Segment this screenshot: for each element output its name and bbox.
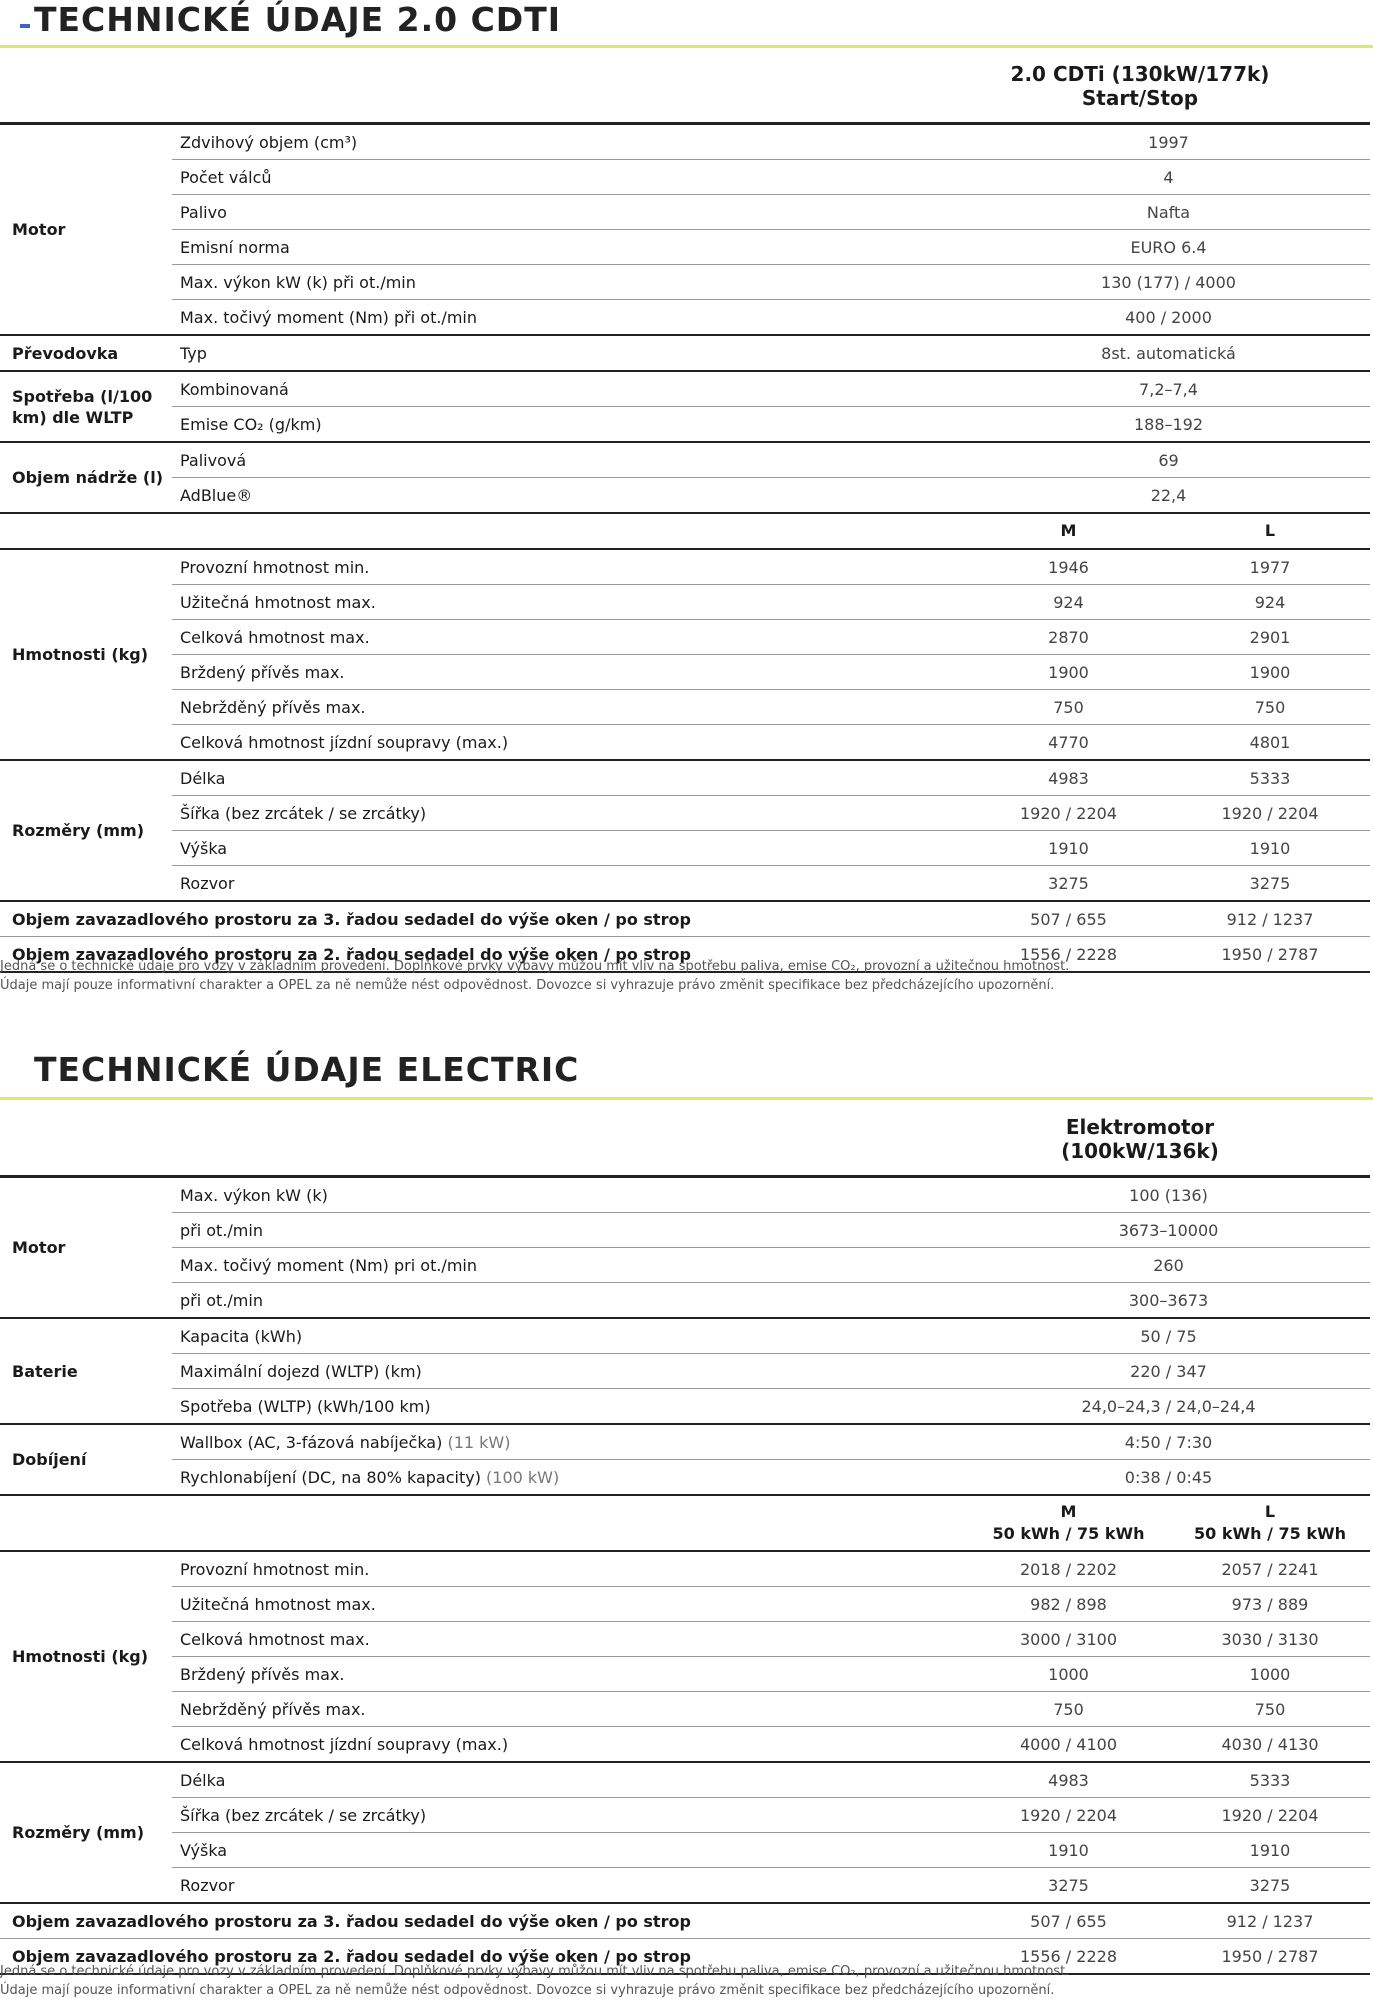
row-value-m: 4000 / 4100 bbox=[967, 1727, 1170, 1763]
row-label: Šířka (bez zrcátek / se zrcátky) bbox=[172, 1798, 967, 1833]
row-value: 8st. automatická bbox=[967, 335, 1370, 371]
row-value-m: 1946 bbox=[967, 549, 1170, 585]
table-row bbox=[0, 620, 1370, 655]
row-value-m: 1920 / 2204 bbox=[967, 796, 1170, 831]
row-value-m: 750 bbox=[967, 690, 1170, 725]
table-row bbox=[0, 1460, 1370, 1496]
diesel-footnote bbox=[0, 957, 1370, 995]
row-label: Kombinovaná bbox=[172, 371, 967, 407]
row-value-m: 1000 bbox=[967, 1657, 1170, 1692]
diesel-spec-table bbox=[0, 122, 1370, 973]
row-label: Rozvor bbox=[172, 866, 967, 902]
row-value-l: 3275 bbox=[1170, 866, 1370, 902]
footnote-line: Údaje mají pouze informativní charakter a OPEL za ně nemůže nést odpovědnost. Dovozce si vyhrazuje právo změnit specifikace bez předcházejícího upozornění. bbox=[0, 1983, 1055, 1998]
col-l-header bbox=[1170, 1495, 1370, 1551]
row-value-m: 2870 bbox=[967, 620, 1170, 655]
cargo-value-m: 1556 / 2228 bbox=[967, 1939, 1170, 1975]
row-label: Užitečná hmotnost max. bbox=[172, 1587, 967, 1622]
table-row bbox=[0, 1283, 1370, 1319]
electric-engine-subname: (100kW/136k) bbox=[1061, 1139, 1219, 1163]
table-row bbox=[0, 335, 1370, 371]
table-row bbox=[0, 1177, 1370, 1213]
cargo-value-m: 1556 / 2228 bbox=[967, 937, 1170, 973]
row-label: Nebržděný přívěs max. bbox=[172, 690, 967, 725]
table-row bbox=[0, 760, 1370, 796]
row-value-m: 1920 / 2204 bbox=[967, 1798, 1170, 1833]
row-value: Nafta bbox=[967, 195, 1370, 230]
row-value: 69 bbox=[967, 442, 1370, 478]
row-value-l: 1977 bbox=[1170, 549, 1370, 585]
row-label: Brždený přívěs max. bbox=[172, 1657, 967, 1692]
corner-mark bbox=[20, 24, 30, 28]
group-hmotnosti: Hmotnosti (kg) bbox=[0, 1551, 172, 1762]
row-value-m: 750 bbox=[967, 1692, 1170, 1727]
row-label: Provozní hmotnost min. bbox=[172, 549, 967, 585]
group-rozmery: Rozměry (mm) bbox=[0, 760, 172, 901]
row-label: při ot./min bbox=[172, 1213, 967, 1248]
row-value-m: 1900 bbox=[967, 655, 1170, 690]
table-row bbox=[0, 1389, 1370, 1425]
ml-header-row bbox=[0, 1495, 1370, 1551]
electric-title-underline bbox=[0, 1097, 1373, 1100]
row-value-l: 4801 bbox=[1170, 725, 1370, 761]
table-row bbox=[0, 1318, 1370, 1354]
row-label: Brždený přívěs max. bbox=[172, 655, 967, 690]
row-label: Palivo bbox=[172, 195, 967, 230]
row-value: 0:38 / 0:45 bbox=[967, 1460, 1370, 1496]
cargo-row bbox=[0, 1903, 1370, 1939]
row-value-m: 1910 bbox=[967, 1833, 1170, 1868]
diesel-title-underline bbox=[0, 45, 1373, 48]
table-row bbox=[0, 1213, 1370, 1248]
row-value-l: 1900 bbox=[1170, 655, 1370, 690]
table-row bbox=[0, 1622, 1370, 1657]
row-value: 300–3673 bbox=[967, 1283, 1370, 1319]
row-value-l: 973 / 889 bbox=[1170, 1587, 1370, 1622]
row-value: 130 (177) / 4000 bbox=[967, 265, 1370, 300]
table-row bbox=[0, 195, 1370, 230]
col-m-header bbox=[967, 1495, 1170, 1551]
diesel-engine-name: 2.0 CDTi (130kW/177k) bbox=[1010, 62, 1270, 86]
row-label: Palivová bbox=[172, 442, 967, 478]
col-l-header: L bbox=[1170, 513, 1370, 549]
electric-footnote bbox=[0, 1962, 1370, 2000]
electric-spec-table bbox=[0, 1175, 1370, 1975]
row-label: Délka bbox=[172, 1762, 967, 1798]
row-label: Celková hmotnost jízdní soupravy (max.) bbox=[172, 1727, 967, 1763]
table-row bbox=[0, 1692, 1370, 1727]
footnote-line: Jedná se o technické údaje pro vozy v základním provedení. Doplňkové prvky výbavy můžou mít vliv na spotřebu paliva, emise CO₂, provozní a užitečnou hmotnost. bbox=[0, 1964, 1070, 1979]
row-label: Celková hmotnost jízdní soupravy (max.) bbox=[172, 725, 967, 761]
cargo-label: Objem zavazadlového prostoru za 3. řadou sedadel do výše oken / po strop bbox=[0, 901, 967, 937]
table-row bbox=[0, 371, 1370, 407]
row-value: 1997 bbox=[967, 124, 1370, 160]
col-m-header: M bbox=[967, 513, 1170, 549]
row-value: 50 / 75 bbox=[967, 1318, 1370, 1354]
row-value: 260 bbox=[967, 1248, 1370, 1283]
row-label bbox=[172, 1460, 967, 1496]
cargo-label: Objem zavazadlového prostoru za 2. řadou sedadel do výše oken / po strop bbox=[0, 937, 967, 973]
row-label-extra: (100 kW) bbox=[486, 1467, 560, 1487]
row-label: Nebržděný přívěs max. bbox=[172, 1692, 967, 1727]
group-spotreba: Spotřeba (l/100 km) dle WLTP bbox=[0, 371, 172, 442]
row-value-m: 3275 bbox=[967, 1868, 1170, 1904]
row-label: Provozní hmotnost min. bbox=[172, 1551, 967, 1587]
row-value-m: 2018 / 2202 bbox=[967, 1551, 1170, 1587]
table-row bbox=[0, 1833, 1370, 1868]
table-row bbox=[0, 1798, 1370, 1833]
row-label: Rozvor bbox=[172, 1868, 967, 1904]
table-row bbox=[0, 124, 1370, 160]
row-value-l: 1910 bbox=[1170, 831, 1370, 866]
group-nadrz: Objem nádrže (l) bbox=[0, 442, 172, 513]
row-label: Kapacita (kWh) bbox=[172, 1318, 967, 1354]
row-value-l: 1000 bbox=[1170, 1657, 1370, 1692]
group-dobijeni: Dobíjení bbox=[0, 1424, 172, 1495]
row-label: Celková hmotnost max. bbox=[172, 620, 967, 655]
row-value: 220 / 347 bbox=[967, 1354, 1370, 1389]
table-row bbox=[0, 796, 1370, 831]
table-row bbox=[0, 300, 1370, 336]
row-label-extra: (11 kW) bbox=[447, 1432, 511, 1452]
table-row bbox=[0, 1727, 1370, 1763]
diesel-engine-subname: Start/Stop bbox=[1081, 86, 1199, 110]
row-value-m: 982 / 898 bbox=[967, 1587, 1170, 1622]
col-m-title: M bbox=[1060, 1502, 1077, 1521]
cargo-value-m: 507 / 655 bbox=[967, 901, 1170, 937]
table-row bbox=[0, 1424, 1370, 1460]
footnote-line: Údaje mají pouze informativní charakter a OPEL za ně nemůže nést odpovědnost. Dovozce si vyhrazuje právo změnit specifikace bez předcházejícího upozornění. bbox=[0, 978, 1055, 993]
row-value-l: 3030 / 3130 bbox=[1170, 1622, 1370, 1657]
table-row bbox=[0, 442, 1370, 478]
row-label: Užitečná hmotnost max. bbox=[172, 585, 967, 620]
row-value-m: 4770 bbox=[967, 725, 1170, 761]
table-row bbox=[0, 655, 1370, 690]
table-row bbox=[0, 1354, 1370, 1389]
table-row bbox=[0, 1657, 1370, 1692]
electric-engine-header bbox=[960, 1115, 1320, 1163]
row-label: Počet válců bbox=[172, 160, 967, 195]
row-label: Max. točivý moment (Nm) pri ot./min bbox=[172, 1248, 967, 1283]
row-value-l: 5333 bbox=[1170, 1762, 1370, 1798]
row-label: Celková hmotnost max. bbox=[172, 1622, 967, 1657]
row-value-l: 4030 / 4130 bbox=[1170, 1727, 1370, 1763]
row-value-l: 1920 / 2204 bbox=[1170, 1798, 1370, 1833]
group-prevodovka: Převodovka bbox=[0, 335, 172, 371]
group-baterie: Baterie bbox=[0, 1318, 172, 1424]
group-motor: Motor bbox=[0, 1177, 172, 1319]
row-value-m: 3000 / 3100 bbox=[967, 1622, 1170, 1657]
row-value-m: 1910 bbox=[967, 831, 1170, 866]
cargo-value-l: 1950 / 2787 bbox=[1170, 937, 1370, 973]
table-row bbox=[0, 690, 1370, 725]
row-label: Max. točivý moment (Nm) při ot./min bbox=[172, 300, 967, 336]
cargo-label: Objem zavazadlového prostoru za 2. řadou sedadel do výše oken / po strop bbox=[0, 1939, 967, 1975]
row-value-l: 2901 bbox=[1170, 620, 1370, 655]
table-row bbox=[0, 265, 1370, 300]
table-row bbox=[0, 549, 1370, 585]
row-value-m: 3275 bbox=[967, 866, 1170, 902]
electric-title: TECHNICKÉ ÚDAJE ELECTRIC bbox=[34, 1050, 580, 1089]
table-row bbox=[0, 1868, 1370, 1904]
row-value: 22,4 bbox=[967, 478, 1370, 514]
col-l-subtitle: 50 kWh / 75 kWh bbox=[1193, 1524, 1346, 1543]
table-row bbox=[0, 725, 1370, 761]
row-label: Výška bbox=[172, 831, 967, 866]
table-row bbox=[0, 1551, 1370, 1587]
row-value: 4 bbox=[967, 160, 1370, 195]
table-row bbox=[0, 1587, 1370, 1622]
row-label: Emise CO₂ (g/km) bbox=[172, 407, 967, 443]
row-label: Max. výkon kW (k) při ot./min bbox=[172, 265, 967, 300]
table-row bbox=[0, 407, 1370, 443]
row-value-l: 750 bbox=[1170, 1692, 1370, 1727]
ml-header-row bbox=[0, 513, 1370, 549]
row-value-l: 1920 / 2204 bbox=[1170, 796, 1370, 831]
row-label: Emisní norma bbox=[172, 230, 967, 265]
group-hmotnosti: Hmotnosti (kg) bbox=[0, 549, 172, 760]
diesel-engine-header bbox=[960, 62, 1320, 110]
row-label: Max. výkon kW (k) bbox=[172, 1177, 967, 1213]
row-value-l: 750 bbox=[1170, 690, 1370, 725]
cargo-value-l: 912 / 1237 bbox=[1170, 1903, 1370, 1939]
table-row bbox=[0, 230, 1370, 265]
table-row bbox=[0, 478, 1370, 514]
electric-engine-name: Elektromotor bbox=[1065, 1115, 1215, 1139]
row-value: 4:50 / 7:30 bbox=[967, 1424, 1370, 1460]
col-m-subtitle: 50 kWh / 75 kWh bbox=[992, 1524, 1145, 1543]
row-label: Zdvihový objem (cm³) bbox=[172, 124, 967, 160]
row-value: 24,0–24,3 / 24,0–24,4 bbox=[967, 1389, 1370, 1425]
row-label: Maximální dojezd (WLTP) (km) bbox=[172, 1354, 967, 1389]
row-label: Délka bbox=[172, 760, 967, 796]
table-row bbox=[0, 1248, 1370, 1283]
cargo-row bbox=[0, 901, 1370, 937]
row-label-text: Wallbox (AC, 3-fázová nabíječka) bbox=[180, 1432, 443, 1452]
group-motor: Motor bbox=[0, 124, 172, 336]
col-l-title: L bbox=[1264, 1502, 1276, 1521]
row-label: Šířka (bez zrcátek / se zrcátky) bbox=[172, 796, 967, 831]
row-label bbox=[172, 1424, 967, 1460]
table-row bbox=[0, 1762, 1370, 1798]
row-label: při ot./min bbox=[172, 1283, 967, 1319]
cargo-value-m: 507 / 655 bbox=[967, 1903, 1170, 1939]
cargo-value-l: 912 / 1237 bbox=[1170, 901, 1370, 937]
row-value: EURO 6.4 bbox=[967, 230, 1370, 265]
row-value: 100 (136) bbox=[967, 1177, 1370, 1213]
row-value-l: 924 bbox=[1170, 585, 1370, 620]
table-row bbox=[0, 866, 1370, 902]
table-row bbox=[0, 831, 1370, 866]
row-value: 188–192 bbox=[967, 407, 1370, 443]
row-value-l: 3275 bbox=[1170, 1868, 1370, 1904]
diesel-title: TECHNICKÉ ÚDAJE 2.0 CDTI bbox=[34, 0, 561, 39]
row-label: AdBlue® bbox=[172, 478, 967, 514]
row-value: 3673–10000 bbox=[967, 1213, 1370, 1248]
row-value: 400 / 2000 bbox=[967, 300, 1370, 336]
row-label: Výška bbox=[172, 1833, 967, 1868]
row-value-l: 2057 / 2241 bbox=[1170, 1551, 1370, 1587]
group-rozmery: Rozměry (mm) bbox=[0, 1762, 172, 1903]
row-value-l: 5333 bbox=[1170, 760, 1370, 796]
footnote-line: Jedná se o technické údaje pro vozy v základním provedení. Doplňkové prvky výbavy můžou mít vliv na spotřebu paliva, emise CO₂, provozní a užitečnou hmotnost. bbox=[0, 959, 1070, 974]
table-row bbox=[0, 585, 1370, 620]
row-label: Spotřeba (WLTP) (kWh/100 km) bbox=[172, 1389, 967, 1425]
table-row bbox=[0, 160, 1370, 195]
row-label-text: Rychlonabíjení (DC, na 80% kapacity) bbox=[180, 1467, 481, 1487]
row-value-m: 4983 bbox=[967, 1762, 1170, 1798]
row-value-m: 4983 bbox=[967, 760, 1170, 796]
row-label: Typ bbox=[172, 335, 967, 371]
row-value-m: 924 bbox=[967, 585, 1170, 620]
cargo-label: Objem zavazadlového prostoru za 3. řadou sedadel do výše oken / po strop bbox=[0, 1903, 967, 1939]
cargo-value-l: 1950 / 2787 bbox=[1170, 1939, 1370, 1975]
row-value-l: 1910 bbox=[1170, 1833, 1370, 1868]
row-value: 7,2–7,4 bbox=[967, 371, 1370, 407]
